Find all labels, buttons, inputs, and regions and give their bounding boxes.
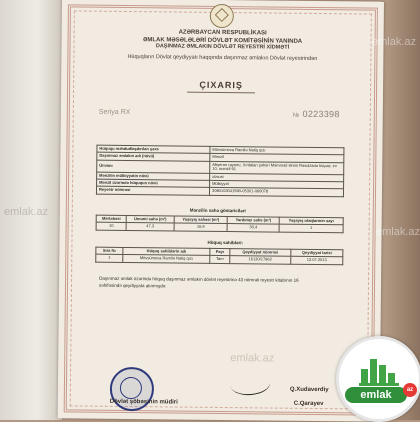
table-cell: 30,4 xyxy=(227,224,279,232)
table-cell: 1 xyxy=(279,224,343,232)
info-label: Reyestr nömrəsi xyxy=(96,187,209,196)
info-label: Mənzilin mülkiyyətin növü xyxy=(97,172,210,181)
document-title: ÇIXARIŞ xyxy=(199,79,243,91)
paragraph-line: Daşınmaz əmlak üzərində hüquq daşınmaz əmlakın dövlət reyestrinə 43 nömrəli reyestr kitabının 16 xyxy=(99,275,299,283)
column-header: Payı xyxy=(210,248,230,256)
number-value: 0223398 xyxy=(302,108,340,120)
footer-signer-2: C.Qarayev xyxy=(293,400,324,408)
header-republic: AZƏRBAYCAN RESPUBLİKASI xyxy=(178,29,267,37)
info-label: Ünvanı xyxy=(97,160,210,173)
table-cell: 47,3 xyxy=(126,223,174,231)
footer-position: Dövlət şöbəsinin müdiri xyxy=(109,398,178,406)
info-label: Hüququ məhdudlaşdırılan şəxs xyxy=(97,145,210,154)
document-number xyxy=(293,109,340,119)
watermark-center: emlak.az xyxy=(230,352,275,365)
watermark-right: emlak.az xyxy=(376,226,420,238)
document-series: Seriya RX xyxy=(98,108,131,117)
column-header: Qeydiyyat tarixi xyxy=(291,249,343,257)
table-cell: 16,9 xyxy=(174,223,227,231)
number-sign: № xyxy=(292,112,300,119)
table-cell: Mövsümova Ramilə Natiq qızı xyxy=(123,255,210,263)
table-cell: 10 xyxy=(96,223,126,231)
info-value: Abşeron rayonu, Xırdalan şəhəri Məmməd Əmin Rəsulzadə küçəsi, ev 10, mənzil 91 xyxy=(210,161,344,174)
column-header: Hüquq sahiblərin adı xyxy=(123,247,210,255)
paragraph-line: səhifəsində qeydiyyata alınmışdır. xyxy=(98,282,167,289)
area-section-title: Mənzilin sahə göstəriciləri xyxy=(189,207,246,214)
footer-signer-1: Q.Xudaverdiy xyxy=(289,386,329,394)
logo-badge-az: az xyxy=(403,383,417,397)
table-cell: 16130/17962 xyxy=(230,256,291,264)
state-emblem-icon xyxy=(210,4,234,28)
area-table xyxy=(96,215,344,233)
owner-section-title: Hüquq sahibləri: xyxy=(207,239,244,246)
property-info-table xyxy=(96,145,345,197)
info-value: Mənzil xyxy=(210,154,344,163)
column-header: Mərtəbəsi xyxy=(96,215,126,223)
column-header: Yaşayış otaqlarının sayı xyxy=(279,217,343,225)
info-label: Mənzil üzərində hüququn növü xyxy=(97,179,210,188)
header-service: DAŞINMAZ ƏMLAKIN DÖVLƏT REYESTRİ XİDMƏTİ xyxy=(155,43,290,51)
info-value: xüsusi xyxy=(210,173,344,182)
table-cell: 1 xyxy=(96,255,123,263)
table-cell: 13.07.2013 xyxy=(291,257,343,265)
info-value: 3080103041590-05301-060078 xyxy=(209,188,343,197)
certificate-document xyxy=(58,0,384,422)
owner-table xyxy=(95,247,343,265)
buildings-icon xyxy=(359,353,399,386)
table-cell: Tam xyxy=(210,256,230,264)
watermark-left: emlak.az xyxy=(4,206,49,218)
header-subtitle: Hüquqların Dövlət qeydiyyatı haqqında daşınmaz əmlakın Dövlət reyestrindən xyxy=(127,54,318,62)
column-header: Yardımçı sahə (m²) xyxy=(227,217,279,225)
column-header: Qeydiyyat nömrəsi xyxy=(230,249,291,257)
info-value: Mülkiyyət xyxy=(210,180,344,189)
watermark-top-right: emlak.az xyxy=(372,36,417,48)
header-committee: ƏMLAK MƏSƏLƏLƏRİ DÖVLƏT KOMİTƏSİNİN YANINDA xyxy=(142,37,303,45)
emlak-logo xyxy=(336,336,420,422)
column-header: Sıra № xyxy=(96,247,123,255)
column-header: Yaşayış sahəsi (m²) xyxy=(174,216,227,224)
registration-paragraph xyxy=(99,275,341,292)
info-value: Mövsümova Ramilə Natiq qızı xyxy=(210,146,344,155)
column-header: Ümumi sahə (m²) xyxy=(126,216,174,224)
info-label: Daşınmaz əmlakın adı (növü) xyxy=(97,153,210,162)
logo-text: emlak xyxy=(345,387,407,403)
